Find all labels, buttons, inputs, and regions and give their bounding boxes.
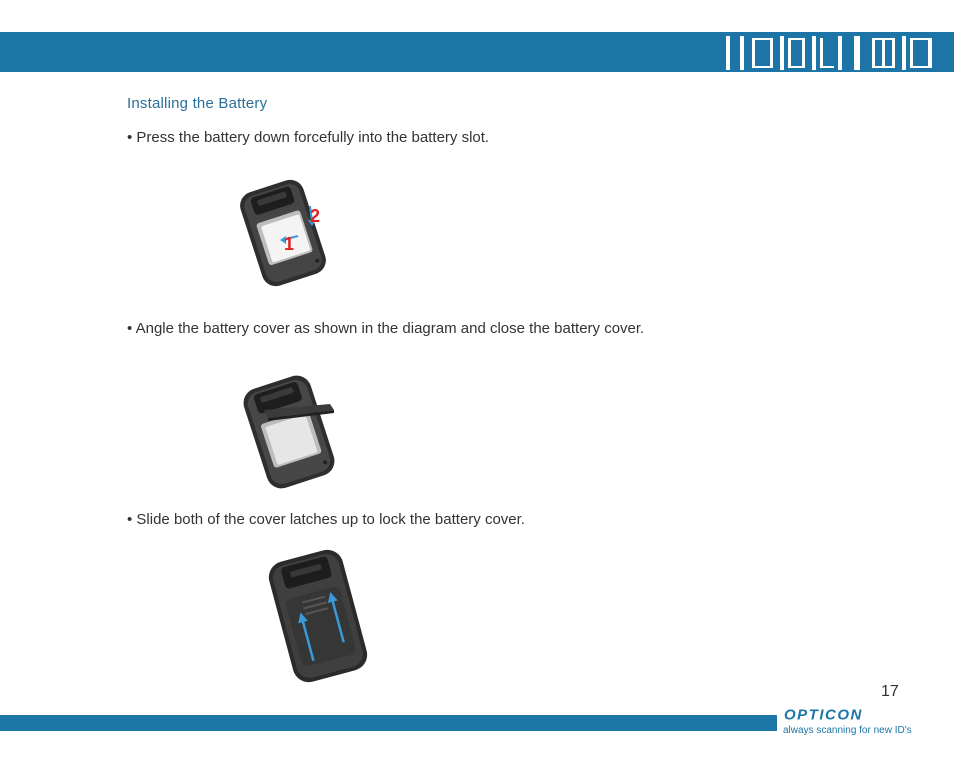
callout-2: 2 — [310, 206, 321, 226]
cover-latch-diagram — [262, 548, 374, 684]
step-1-text: • Press the battery down forcefully into the battery slot. — [127, 129, 490, 146]
battery-insert-diagram — [232, 178, 334, 288]
brand-tagline: always scanning for new ID's — [783, 725, 912, 736]
opticon-logo — [784, 706, 930, 722]
section-title: Installing the Battery — [127, 95, 268, 112]
callout-1: 1 — [284, 234, 295, 254]
page-number: 17 — [881, 683, 899, 700]
brand-name: OPTICON — [784, 706, 863, 722]
battery-cover-angle-diagram — [234, 372, 344, 490]
footer-bar — [0, 715, 777, 731]
barcode-graphic — [726, 36, 936, 70]
step-2-text: • Angle the battery cover as shown in the diagram and close the battery cover. — [127, 320, 645, 337]
step-3-text: • Slide both of the cover latches up to lock the battery cover. — [127, 511, 525, 528]
